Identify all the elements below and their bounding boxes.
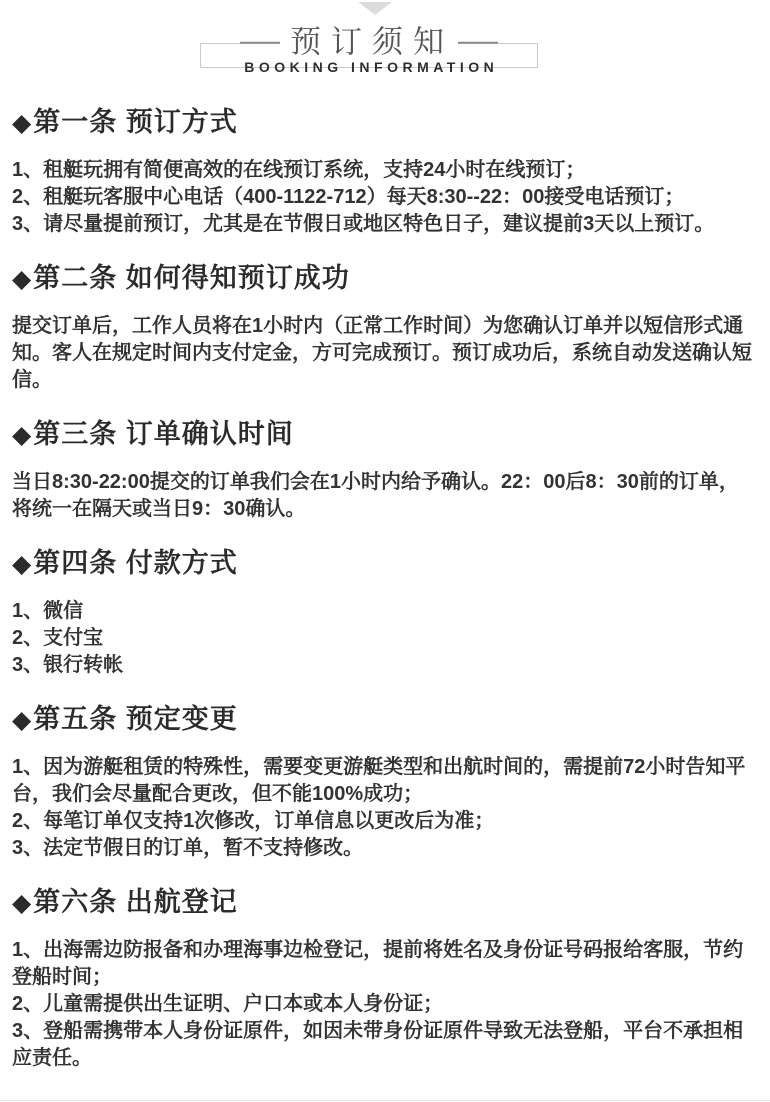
diamond-icon: ◆ xyxy=(12,889,33,917)
page-subtitle-row xyxy=(200,59,538,77)
section-heading xyxy=(12,703,758,736)
section-body xyxy=(12,313,758,394)
diamond-icon: ◆ xyxy=(12,706,33,734)
list-item: 3、法定节假日的订单，暂不支持修改。 xyxy=(12,837,364,859)
list-item: 2、儿童需提供出生证明、户口本或本人身份证； xyxy=(12,993,444,1015)
bottom-divider xyxy=(0,1100,770,1101)
section-heading xyxy=(12,262,758,295)
down-triangle-icon xyxy=(358,2,392,15)
section xyxy=(12,262,758,394)
section-heading xyxy=(12,547,758,580)
list-item: 3、请尽量提前预订，尤其是在节假日或地区特色日子，建议提前3天以上预订。 xyxy=(12,213,715,235)
title-accent-line-left xyxy=(240,42,280,44)
diamond-icon: ◆ xyxy=(12,550,33,578)
section-heading xyxy=(12,886,758,919)
section-body xyxy=(12,598,758,679)
section-body xyxy=(12,754,758,862)
diamond-icon: ◆ xyxy=(12,265,33,293)
list-item: 3、银行转帐 xyxy=(12,654,124,676)
section-heading-text: 第六条 出航登记 xyxy=(33,887,238,917)
list-item: 2、每笔订单仅支持1次修改，订单信息以更改后为准； xyxy=(12,810,495,832)
list-item: 1、出海需边防报备和办理海事边检登记，提前将姓名及身份证号码报给客服，节约登船时间； xyxy=(12,939,744,988)
section xyxy=(12,418,758,523)
list-item: 2、租艇玩客服中心电话（400-1122-712）每天8:30--22：00接受电话预订； xyxy=(12,186,685,208)
section xyxy=(12,547,758,679)
paragraph: 当日8:30-22:00提交的订单我们会在1小时内给予确认。22：00后8：30前的订单，将统一在隔天或当日9：30确认。 xyxy=(12,471,739,520)
section-heading xyxy=(12,418,758,451)
list-item: 1、因为游艇租赁的特殊性，需要变更游艇类型和出航时间的，需提前72小时告知平台，我们会尽量配合更改，但不能100%成功； xyxy=(12,756,746,805)
diamond-icon: ◆ xyxy=(12,421,33,449)
section-heading-text: 第二条 如何得知预订成功 xyxy=(33,263,350,293)
title-accent-line-right xyxy=(458,42,498,44)
section-body xyxy=(12,157,758,238)
section-heading-text: 第三条 订单确认时间 xyxy=(33,419,294,449)
sections-container xyxy=(0,106,770,1102)
page-header xyxy=(0,0,770,82)
list-item: 1、租艇玩拥有简便高效的在线预订系统，支持24小时在线预订； xyxy=(12,159,586,181)
list-item: 3、登船需携带本人身份证原件，如因未带身份证原件导致无法登船，平台不承担相应责任。 xyxy=(12,1020,744,1069)
section xyxy=(12,703,758,862)
section-heading-text: 第五条 预定变更 xyxy=(33,704,238,734)
section-body xyxy=(12,469,758,523)
page-title: 预订须知 xyxy=(280,27,458,60)
section-body xyxy=(12,937,758,1072)
section xyxy=(12,106,758,238)
section-heading-text: 第四条 付款方式 xyxy=(33,548,238,578)
section-heading-text: 第一条 预订方式 xyxy=(33,107,238,137)
list-item: 2、支付宝 xyxy=(12,627,104,649)
page-title-row xyxy=(200,24,538,60)
section xyxy=(12,886,758,1072)
page-subtitle: BOOKING INFORMATION xyxy=(244,59,499,75)
list-item: 1、微信 xyxy=(12,600,84,622)
section-heading xyxy=(12,106,758,139)
diamond-icon: ◆ xyxy=(12,109,33,137)
paragraph: 提交订单后，工作人员将在1小时内（正常工作时间）为您确认订单并以短信形式通知。客人在规定时间内支付定金，方可完成预订。预订成功后，系统自动发送确认短信。 xyxy=(12,315,752,391)
